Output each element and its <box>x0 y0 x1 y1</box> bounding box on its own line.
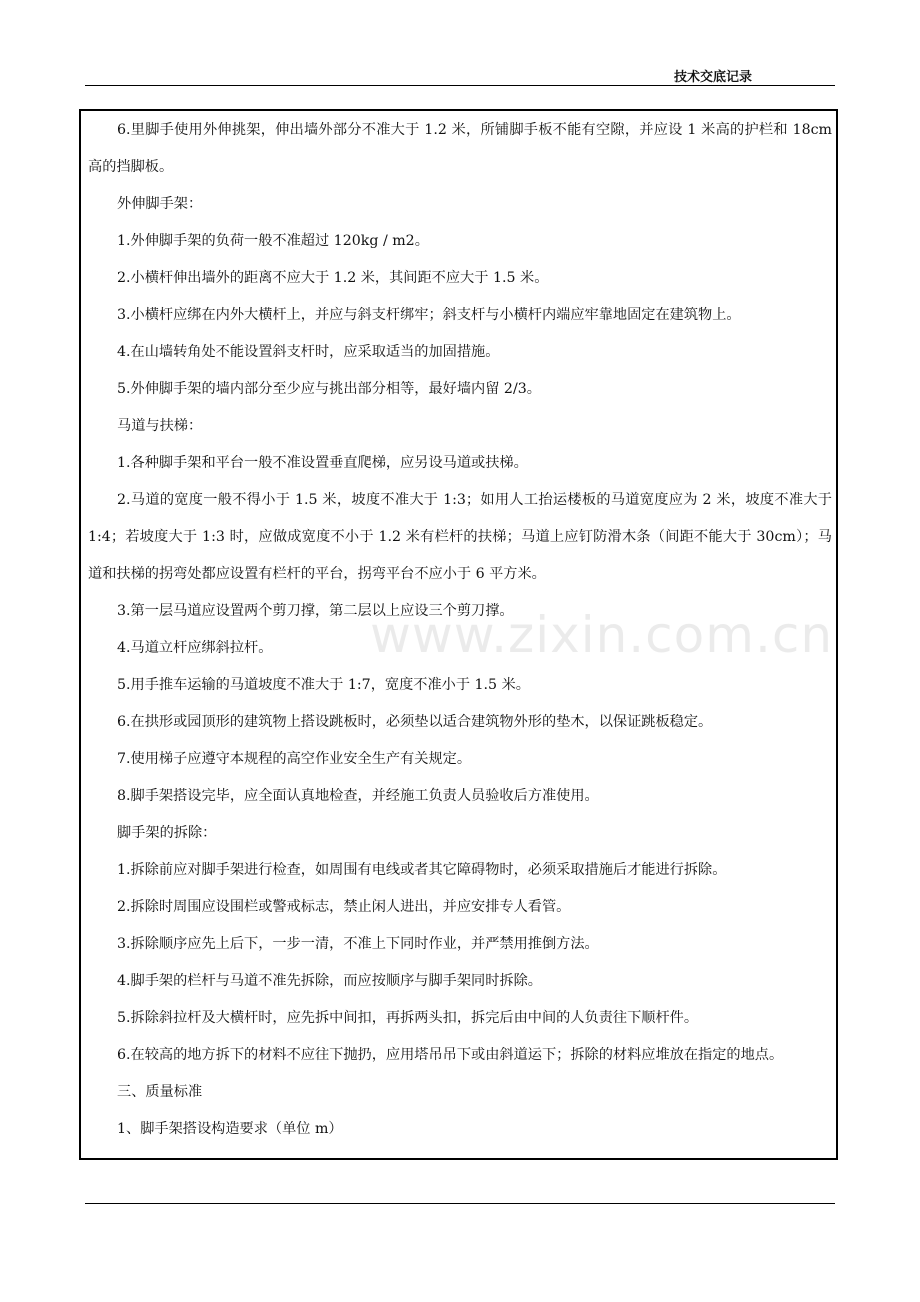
paragraph: 4.脚手架的栏杆与马道不准先拆除，而应按顺序与脚手架同时拆除。 <box>117 973 542 989</box>
paragraph: 2.马道的宽度一般不得小于 1.5 米，坡度不准大于 1:3；如用人工抬运楼板的马道宽度应为 2 米，坡度不准大于 1:4；若坡度大于 1:3 时，应做成宽度不小于 1.2 米有栏杆的扶梯；马道上应钉防滑木条（间距不能大于 30cm）；马道和扶梯的拐弯处都应设置有栏杆的平台，拐弯平台不应小于 6 平方米。 <box>88 492 832 582</box>
paragraph: 3.拆除顺序应先上后下，一步一清，不准上下同时作业，并严禁用推倒方法。 <box>117 936 599 952</box>
paragraph: 2.拆除时周围应设围栏或警戒标志，禁止闲人进出，并应安排专人看管。 <box>117 899 571 915</box>
header-title: 技术交底记录 <box>673 70 752 85</box>
paragraph: 5.用手推车运输的马道坡度不准大于 1:7，宽度不准小于 1.5 米。 <box>117 677 530 693</box>
paragraph: 7.使用梯子应遵守本规程的高空作业安全生产有关规定。 <box>117 751 472 767</box>
paragraph: 3.小横杆应绑在内外大横杆上，并应与斜支杆绑牢；斜支杆与小横杆内端应牢靠地固定在建筑物上。 <box>117 307 741 323</box>
paragraph: 2.小横杆伸出墙外的距离不应大于 1.2 米，其间距不应大于 1.5 米。 <box>117 270 549 286</box>
paragraph: 3.第一层马道应设置两个剪刀撑，第二层以上应设三个剪刀撑。 <box>117 603 514 619</box>
paragraph: 8.脚手架搭设完毕，应全面认真地检查，并经施工负责人员验收后方准使用。 <box>117 788 599 804</box>
document-body <box>88 112 832 1148</box>
paragraph: 1.外伸脚手架的负荷一般不准超过 120kg / m2。 <box>117 233 429 249</box>
watermark: www.zixin.com.cn <box>370 606 834 664</box>
section-heading: 脚手架的拆除： <box>117 825 217 841</box>
paragraph: 6.里脚手使用外伸挑架，伸出墙外部分不准大于 1.2 米，所铺脚手板不能有空隙，并应设 1 米高的护栏和 18cm 高的挡脚板。 <box>88 122 832 175</box>
footer-divider <box>85 1203 835 1204</box>
paragraph: 1、脚手架搭设构造要求（单位 m） <box>117 1121 343 1137</box>
section-heading: 外伸脚手架： <box>117 196 203 212</box>
paragraph: 6.在拱形或园顶形的建筑物上搭设跳板时，必须垫以适合建筑物外形的垫木，以保证跳板稳定。 <box>117 714 713 730</box>
paragraph: 1.各种脚手架和平台一般不准设置垂直爬梯，应另设马道或扶梯。 <box>117 455 528 471</box>
paragraph: 6.在较高的地方拆下的材料不应往下抛扔，应用塔吊吊下或由斜道运下；拆除的材料应堆放在指定的地点。 <box>117 1047 784 1063</box>
paragraph: 5.外伸脚手架的墙内部分至少应与挑出部分相等，最好墙内留 2/3。 <box>117 381 541 397</box>
header-divider <box>85 85 835 86</box>
section-heading: 马道与扶梯： <box>117 418 203 434</box>
paragraph: 1.拆除前应对脚手架进行检查，如周围有电线或者其它障碍物时，必须采取措施后才能进行拆除。 <box>117 862 727 878</box>
paragraph: 5.拆除斜拉杆及大横杆时，应先拆中间扣，再拆两头扣，拆完后由中间的人负责往下顺杆件。 <box>117 1010 699 1026</box>
section-heading: 三、质量标准 <box>117 1084 203 1100</box>
paragraph: 4.在山墙转角处不能设置斜支杆时，应采取适当的加固措施。 <box>117 344 500 360</box>
paragraph: 4.马道立杆应绑斜拉杆。 <box>117 640 273 656</box>
